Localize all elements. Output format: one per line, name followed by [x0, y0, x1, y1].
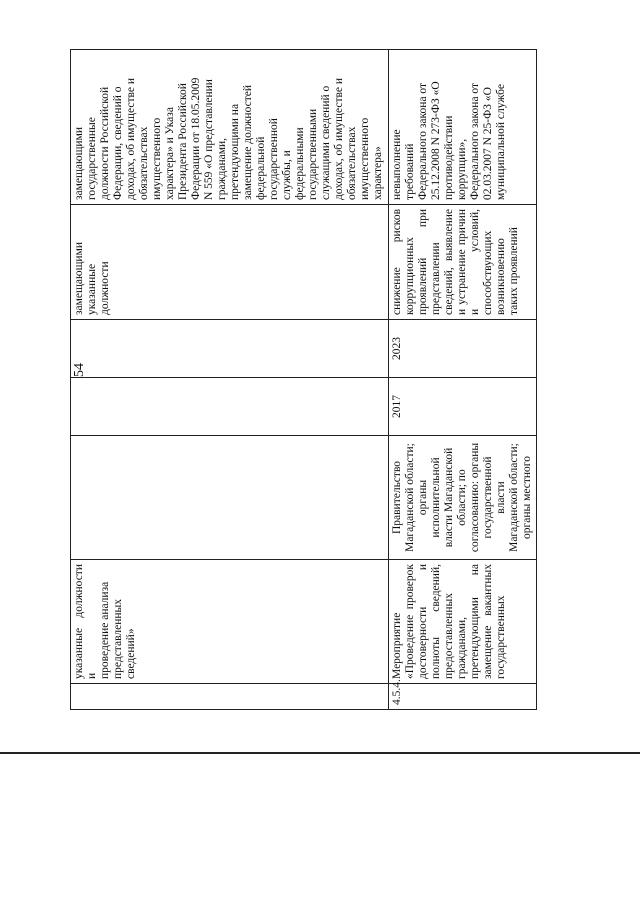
table-row [71, 50, 389, 710]
result-cell: замещающими указанные должности [71, 205, 389, 320]
start-year-cell [71, 378, 389, 436]
risk-cell: невыполнение требований Федерального закона от 25.12.2008 N 273-ФЗ «О противодействии коррупции», Федерального закона от 02.03.2007 N 25-ФЗ «О муниципальной службе [389, 50, 537, 205]
start-year-cell: 2017 [389, 378, 537, 436]
executor-cell: Правительство Магаданской области; органы исполнительной власти Магаданской области; по согласованию: органы государственной власти Магаданской области; органы местного [389, 436, 537, 560]
row-number-cell [71, 684, 389, 710]
scan-edge-line [0, 752, 640, 754]
event-cell: указанные должности и проведение анализа представленных сведений» [71, 560, 389, 684]
result-cell: снижение рисков коррупционных проявлений при представлении сведений, выявление и устранение причин и условий, способствующих возникновению таких проявлений [389, 205, 537, 320]
table-row [389, 50, 537, 710]
end-year-cell: 2023 [389, 320, 537, 378]
rotated-table-container [70, 50, 630, 710]
row-number-cell: 4.5.4. [389, 684, 537, 710]
page-number: 54 [72, 363, 87, 377]
end-year-cell [71, 320, 389, 378]
event-cell: Мероприятие «Проведение проверок достоверности и полноты сведений, предоставленных гражданами, претендующими на замещение вакантных государственных [389, 560, 537, 684]
risk-cell: замещающими государственные должности Российской Федерации, сведений о доходах, об имуществе и обязательствах имущественного характера» и Указа Президента Российской Федерации от 18.05.2009 N 559 «О представлении гражданами, претендующими на замещение должностей федеральной государственной службы, и федеральными государственными служащими сведений о доходах, об имуществе и обязательствах имущественного характера» [71, 50, 389, 205]
measures-table [70, 49, 537, 710]
executor-cell [71, 436, 389, 560]
